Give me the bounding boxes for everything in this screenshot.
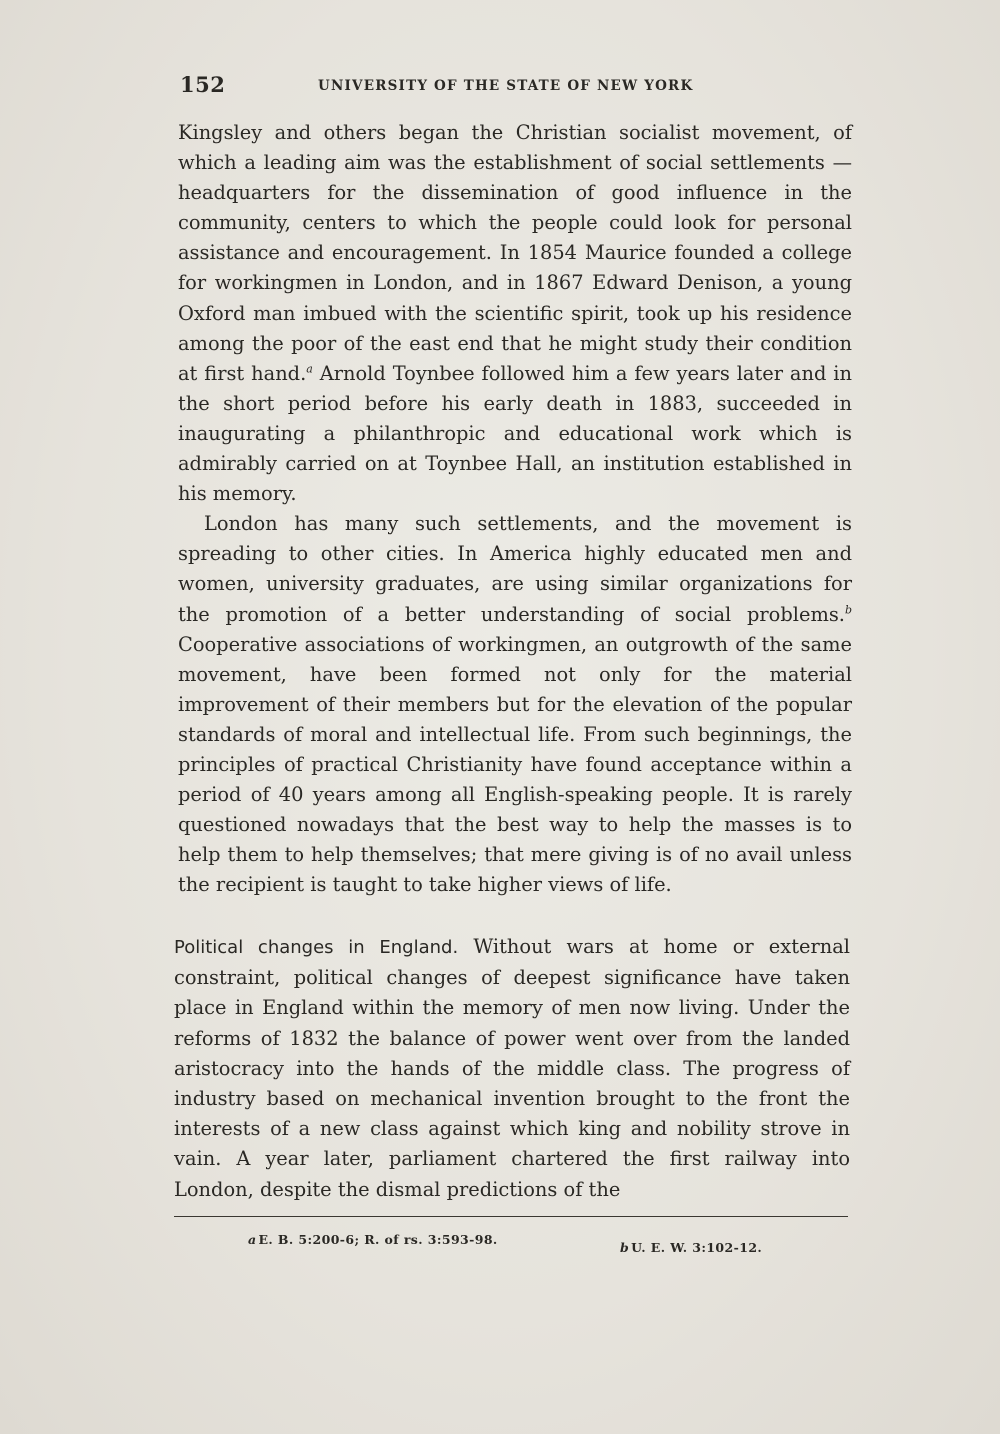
paragraph-text: London has many such settlements, and the movement is spreading to other cities. In America highly educated men and women, university graduates, are using similar organizations for the promotion of a better understanding of social problems. (178, 512, 852, 626)
running-title: UNIVERSITY OF THE STATE OF NEW YORK (318, 78, 694, 94)
footnote-mark: b (620, 1240, 630, 1255)
section-political-changes (174, 932, 850, 1205)
footnote-text: U. E. W. 3:102-12. (631, 1240, 763, 1255)
section-heading: Political changes in England. (174, 937, 459, 958)
paragraph-text: Kingsley and others began the Christian socialist movement, of which a leading aim was the establishment of social settlements — headquarters for the dissemination of good influence in the community, centers to which the people could look for personal assistance and encouragement. In 1854 Maurice founded a college for workingmen in London, and in 1867 Edward Denison, a young Oxford man imbued with the scientific spirit, took up his residence among the poor of the east end that he might study their condition at first hand. (178, 121, 852, 385)
footnote-text: E. B. 5:200-6; R. of rs. 3:593-98. (258, 1232, 498, 1247)
footnote-ref-b: b (844, 603, 852, 617)
paragraph-text: Arnold Toynbee followed him a few years later and in the short period before his early death in 1883, succeeded in inaugurating a philanthropic and educational work which is admirably carried on at Toynbee Hall, an institution established in his memory. (178, 361, 852, 506)
page-number: 152 (180, 72, 226, 97)
running-head (180, 72, 848, 100)
paragraph-christian-socialism (178, 118, 852, 509)
paragraph-text: Cooperative associations of workingmen, an outgrowth of the same movement, have been formed not only for the material improvement of their members but for the elevation of the popular standards of moral and intellectual life. From such beginnings, the principles of practical Christianity have found acceptance within a period of 40 years among all English-speaking people. It is rarely questioned nowadays that the best way to help the masses is to help them to help themselves; that mere giving is of no avail unless the recipient is taught to take higher views of life. (178, 632, 852, 897)
footnote-a (248, 1232, 498, 1247)
paragraph-settlements (178, 509, 852, 900)
paragraph-political-changes (174, 932, 850, 1205)
footnote-divider (174, 1216, 848, 1217)
footnote-b (620, 1240, 762, 1255)
footnote-mark: a (248, 1232, 257, 1247)
footnotes (248, 1232, 808, 1262)
body-text (178, 118, 852, 900)
paragraph-text: Without wars at home or external constraint, political changes of deepest significance have taken place in England within the memory of men now living. Under the reforms of 1832 the balance of power went over from the landed aristocracy into the hands of the middle class. The progress of industry based on mechanical invention brought to the front the interests of a new class against which king and nobility strove in vain. A year later, parliament chartered the first railway into London, despite the dismal predictions of the (174, 935, 850, 1201)
footnote-ref-a: a (306, 362, 313, 376)
